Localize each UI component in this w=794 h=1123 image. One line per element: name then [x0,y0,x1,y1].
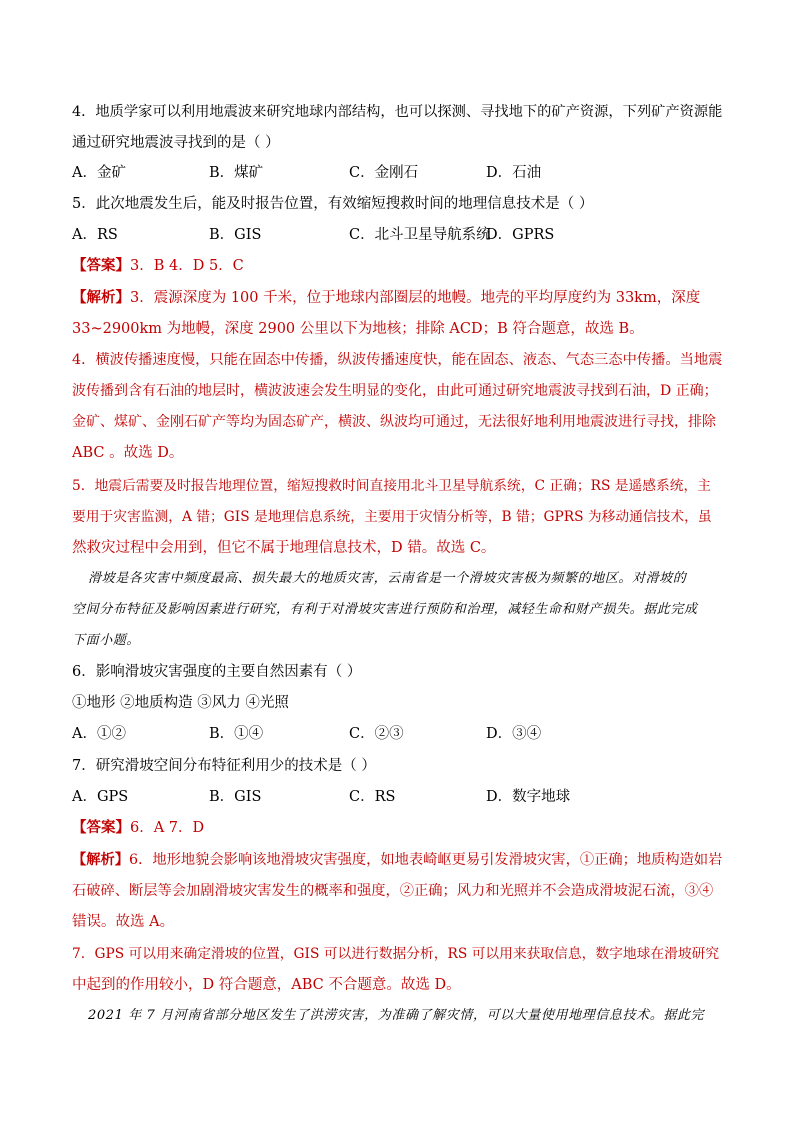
analysis2-p7-line2: 中起到的作用较小，D 符合题意，ABC 不合题意。故选 D。 [72,977,461,993]
answer-text: 6．A 7．D [130,820,205,836]
material1-line2: 空间分布特征及影响因素进行研究，有利于对滑坡灾害进行预防和治理，减轻生命和财产损失。据此完成 [72,602,698,617]
q6-option-b[interactable]: B．①④ [209,726,264,742]
q4-stem-line1: 4．地质学家可以利用地震波来研究地球内部结构，也可以探测、寻找地下的矿产资源，下列矿产资源能 [72,104,723,120]
analysis-block-2-line1 [72,850,722,870]
analysis1-line2: 33~2900km 为地幔，深度 2900 公里以下为地核；排除 ACD；B 符合题意，故选 B。 [72,321,644,337]
analysis1-p5-line2: 要用于灾害监测，A 错；GIS 是地理信息系统，主要用于灾情分析等，B 错；GPRS 为移动通信技术，虽 [72,509,712,525]
analysis-block-1-line1 [72,288,700,308]
answer-label: 【答案】 [72,257,130,274]
analysis1-p4-line1: 4．横波传播速度慢，只能在固态中传播，纵波传播速度快，能在固态、液态、气态三态中传播。当地震 [72,352,723,368]
q6-option-a[interactable]: A．①② [72,726,126,742]
q5-stem: 5．此次地震发生后，能及时报告位置，有效缩短搜救时间的地理信息技术是（ ） [72,196,594,212]
analysis2-line2: 石破碎、断层等会加剧滑坡灾害发生的概率和强度，②正确；风力和光照并不会造成滑坡泥石流，③④ [72,883,714,899]
q6-factors: ①地形 ②地质构造 ③风力 ④光照 [72,695,289,711]
analysis2-p7-line1: 7．GPS 可以用来确定滑坡的位置，GIS 可以进行数据分析，RS 可以用来获取信息，数字地球在滑坡研究 [72,946,720,962]
analysis1-p5-line1: 5．地震后需要及时报告地理位置，缩短搜救时间直接用北斗卫星导航系统，C 正确；RS 是遥感系统，主 [72,478,712,494]
q5-option-d[interactable]: D．GPRS [486,227,555,243]
q5-option-b[interactable]: B．GIS [209,227,262,243]
analysis-text: 3．震源深度为 100 千米，位于地球内部圈层的地幔。地壳的平均厚度约为 33km，深度 [130,290,701,306]
q6-option-c[interactable]: C．②③ [349,726,404,742]
material1-line1: 滑坡是各灾害中频度最高、损失最大的地质灾害，云南省是一个滑坡灾害极为频繁的地区。对滑坡的 [88,571,687,586]
answer-block-2 [72,818,204,838]
analysis-label: 【解析】 [72,289,130,306]
material1-line3: 下面小题。 [72,633,141,648]
q4-stem-line2: 通过研究地震波寻找到的是（ ） [72,135,280,151]
analysis2-line3: 错误。故选 A。 [72,914,175,930]
answer-label: 【答案】 [72,819,130,836]
analysis1-p4-line3: 金矿、煤矿、金刚石矿产等均为固态矿产，横波、纵波均可通过，无法很好地利用地震波进行寻找，排除 [72,414,716,430]
answer-block-1 [72,256,244,276]
analysis1-p4-line4: ABC 。故选 D。 [72,445,184,461]
material2-line1: 2021 年 7 月河南省部分地区发生了洪涝灾害，为准确了解灾情，可以大量使用地理信息技术。据此完 [88,1008,705,1023]
q4-option-a[interactable]: A．金矿 [72,165,126,181]
q4-option-c[interactable]: C．金刚石 [349,165,419,181]
analysis-text: 6．地形地貌会影响该地滑坡灾害强度，如地表崎岖更易引发滑坡灾害，①正确；地质构造如岩 [129,852,723,868]
analysis1-p4-line2: 波传播到含有石油的地层时，横波波速会发生明显的变化，由此可通过研究地震波寻找到石油，D 正确； [72,383,718,399]
q4-option-b[interactable]: B．煤矿 [209,165,264,181]
q7-option-b[interactable]: B．GIS [209,789,262,805]
q7-option-d[interactable]: D．数字地球 [486,789,571,805]
q5-option-c[interactable]: C．北斗卫星导航系统 [349,227,491,243]
analysis-label: 【解析】 [72,852,130,868]
q5-option-a[interactable]: A．RS [72,227,118,243]
answer-text: 3．B 4．D 5．C [130,258,244,274]
analysis1-p5-line3: 然救灾过程中会用到，但它不属于地理信息技术，D 错。故选 C。 [72,540,496,556]
q7-option-a[interactable]: A．GPS [72,789,129,805]
q6-option-d[interactable]: D．③④ [486,726,542,742]
q6-stem: 6．影响滑坡灾害强度的主要自然因素有（ ） [72,664,362,680]
q4-option-d[interactable]: D．石油 [486,165,542,181]
q7-option-c[interactable]: C．RS [349,789,396,805]
q7-stem: 7．研究滑坡空间分布特征利用少的技术是（ ） [72,758,376,774]
